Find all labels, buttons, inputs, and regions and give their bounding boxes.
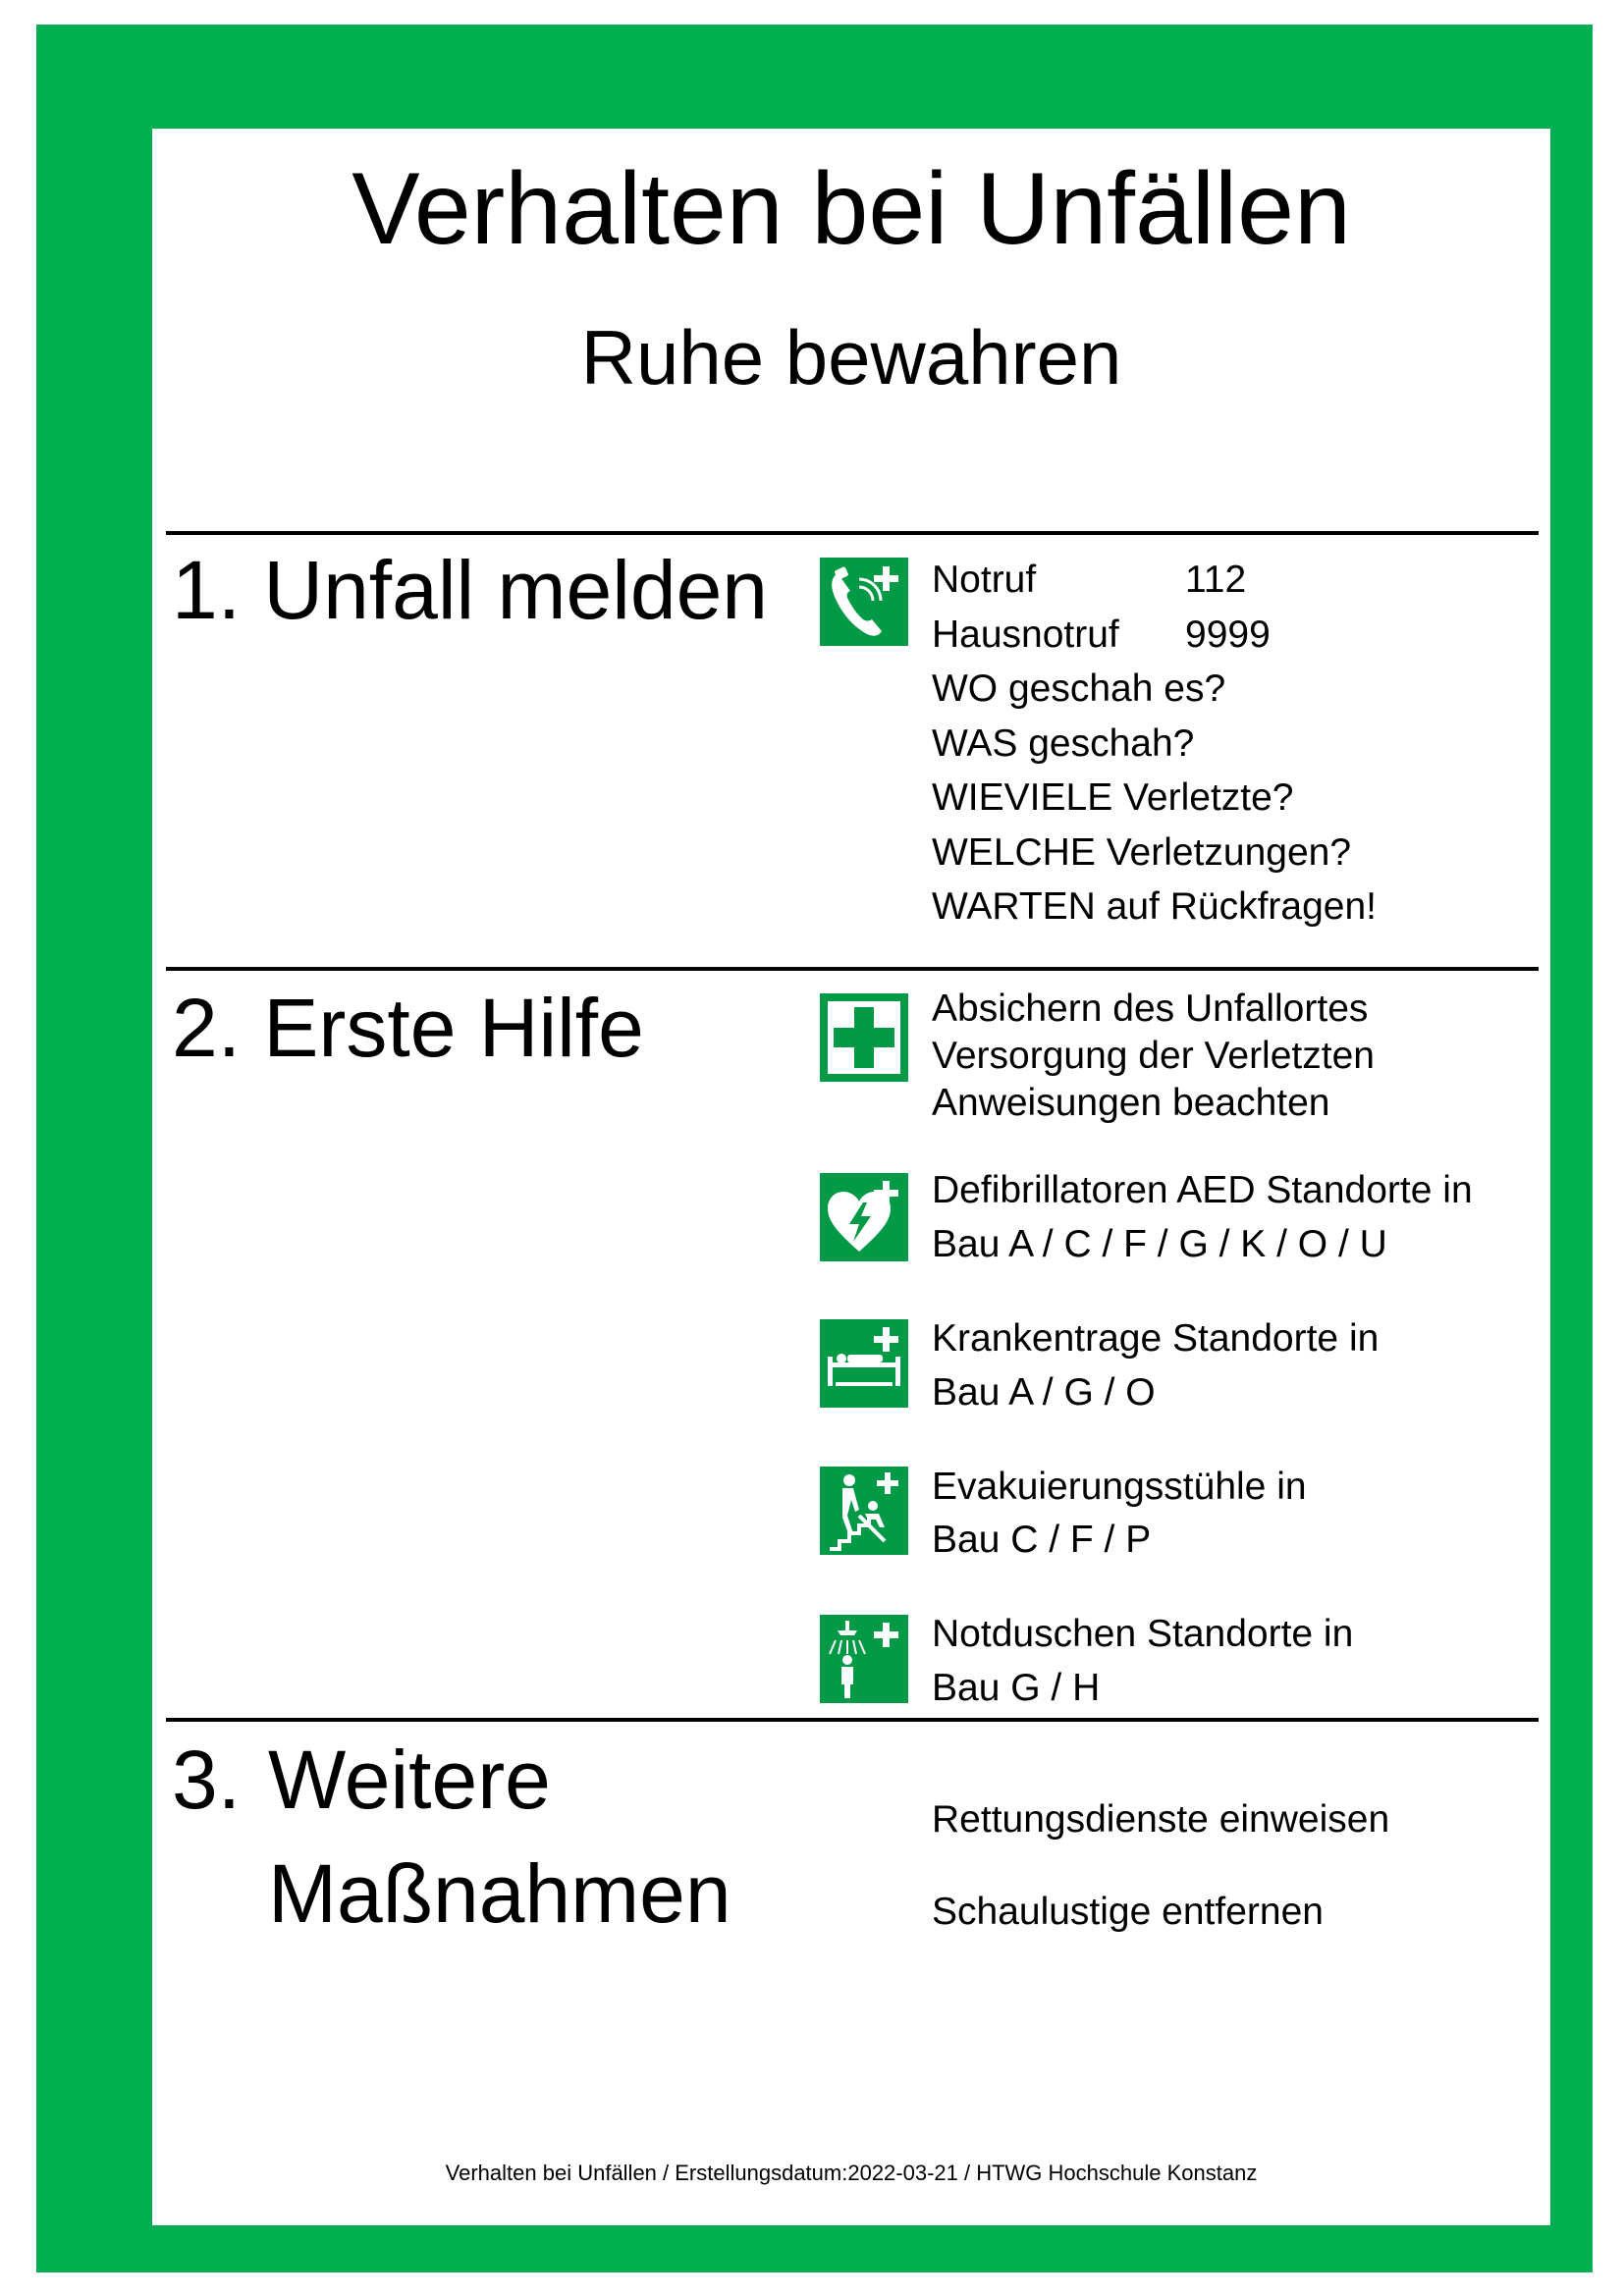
report-question: WO geschah es? <box>932 667 1226 710</box>
section-divider <box>166 967 1539 971</box>
equipment-locations: Bau C / F / P <box>932 1519 1152 1561</box>
first-aid-step: Versorgung der Verletzten <box>932 1035 1375 1077</box>
equipment-title: Notduschen Standorte in <box>932 1613 1354 1655</box>
section-2-heading <box>172 982 644 1074</box>
poster-content <box>152 129 1550 2225</box>
contact-label: Hausnotruf <box>932 614 1119 656</box>
section-1-heading <box>172 544 769 636</box>
contact-number: 112 <box>1185 559 1247 601</box>
section-3-heading <box>172 1734 242 1826</box>
aed-defibrillator-icon <box>820 1173 908 1261</box>
contact-number: 9999 <box>1185 614 1271 656</box>
report-question: WARTEN auf Rückfragen! <box>932 885 1377 928</box>
evacuation-chair-icon <box>820 1467 908 1555</box>
equipment-title: Evakuierungsstühle in <box>932 1466 1307 1508</box>
first-aid-cross-icon <box>820 993 908 1082</box>
further-measure: Schaulustige entfernen <box>932 1891 1324 1933</box>
equipment-title: Krankentrage Standorte in <box>932 1317 1380 1360</box>
section-divider <box>166 1718 1539 1722</box>
contact-row <box>932 615 1271 654</box>
footer-note: Verhalten bei Unfällen / Erstellungsdatum:2022-03-21 / HTWG Hochschule Konstanz <box>445 2161 1258 2185</box>
first-aid-step: Anweisungen beachten <box>932 1082 1330 1124</box>
section-2-title: Erste Hilfe <box>263 982 644 1074</box>
emergency-phone-icon <box>820 558 908 646</box>
report-question: WIEVIELE Verletzte? <box>932 776 1294 819</box>
section-1-number: 1. <box>172 544 242 636</box>
section-3-title-line1: Weitere <box>268 1734 551 1826</box>
poster-subtitle: Ruhe bewahren <box>580 314 1122 400</box>
further-measure: Rettungsdienste einweisen <box>932 1798 1390 1841</box>
section-1-title: Unfall melden <box>263 544 769 636</box>
section-2-number: 2. <box>172 982 242 1074</box>
equipment-locations: Bau A / G / O <box>932 1371 1156 1414</box>
equipment-locations: Bau A / C / F / G / K / O / U <box>932 1223 1387 1265</box>
section-divider <box>166 531 1539 535</box>
contact-row <box>932 561 1246 599</box>
equipment-title: Defibrillatoren AED Standorte in <box>932 1169 1473 1211</box>
poster-title: Verhalten bei Unfällen <box>352 152 1351 266</box>
equipment-locations: Bau G / H <box>932 1667 1101 1709</box>
contact-label: Notruf <box>932 559 1037 601</box>
section-3-title-line2: Maßnahmen <box>268 1847 731 1940</box>
green-border-frame <box>36 25 1593 2272</box>
report-question: WAS geschah? <box>932 722 1195 765</box>
stretcher-icon <box>820 1319 908 1408</box>
section-3-number: 3. <box>172 1734 242 1826</box>
report-question: WELCHE Verletzungen? <box>932 831 1352 874</box>
emergency-shower-icon <box>820 1615 908 1703</box>
first-aid-step: Absichern des Unfallortes <box>932 988 1369 1030</box>
